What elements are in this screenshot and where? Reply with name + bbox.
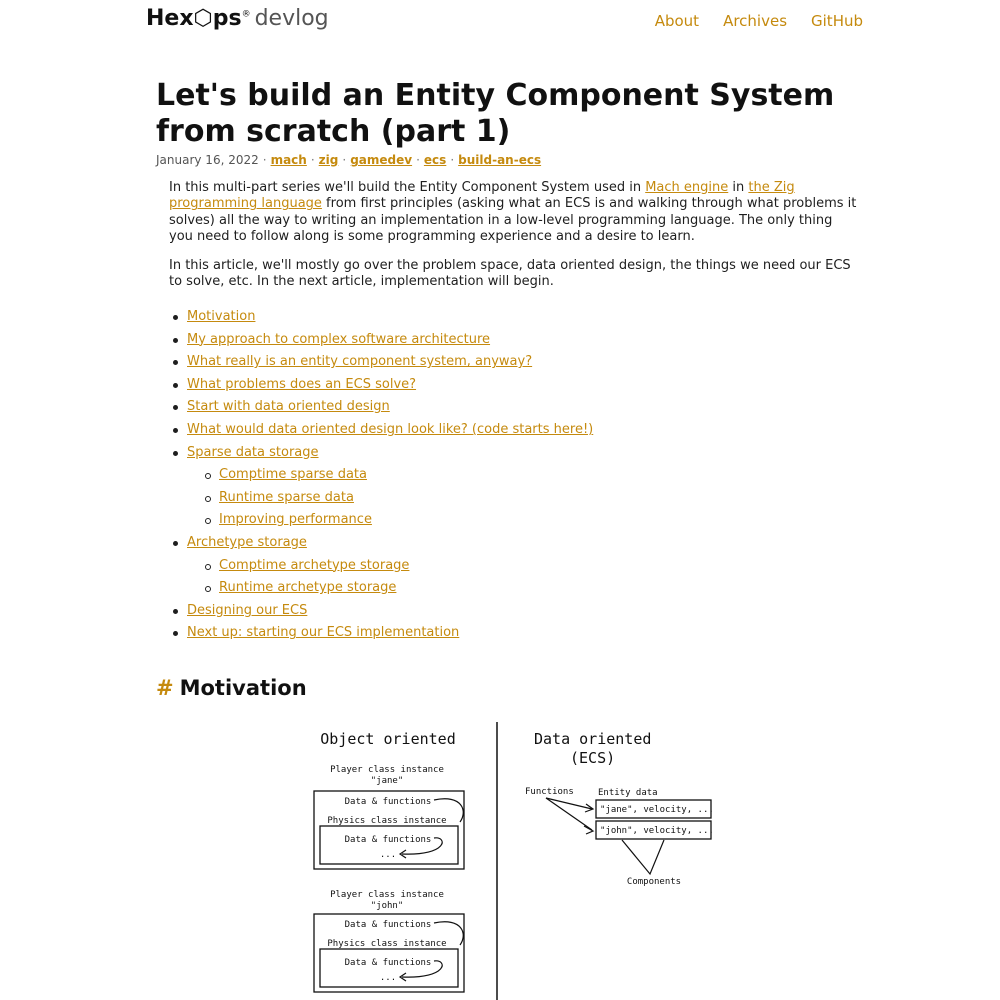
right-title-line2: (ECS) — [570, 749, 616, 767]
toc-item — [169, 353, 769, 376]
player-label-jane: Player class instance — [330, 765, 444, 775]
toc-link[interactable]: Comptime sparse data — [219, 467, 367, 483]
toc-item — [169, 534, 769, 557]
toc-item — [169, 398, 769, 421]
components-label: Components — [626, 877, 682, 887]
toc-link[interactable]: Archetype storage — [187, 534, 307, 550]
top-nav — [655, 12, 863, 30]
toc-subitem — [169, 557, 769, 580]
data-functions-label: Data & functions — [344, 920, 432, 930]
toc-link[interactable]: My approach to complex software architecture — [187, 331, 491, 347]
data-functions-label: Data & functions — [344, 958, 432, 968]
nav-github[interactable]: GitHub — [811, 12, 863, 30]
nav-archives[interactable]: Archives — [723, 12, 788, 30]
intro-text: from first principles (asking what an ECS is and walking through what problems it solves) all the way to writing an implementation in a low-level programming language. The only thing you need to follow along is some programming experience and a desire to learn. — [169, 196, 857, 245]
toc-item — [169, 624, 769, 647]
oop-vs-ecs-diagram — [300, 716, 740, 1000]
section-title: Motivation — [179, 676, 307, 700]
nav-about[interactable]: About — [654, 12, 700, 30]
toc-item — [169, 421, 769, 444]
toc-link[interactable]: Designing our ECS — [187, 602, 308, 618]
toc-item — [169, 602, 769, 625]
toc-link[interactable]: What really is an entity component system, anyway? — [187, 354, 533, 370]
toc-item — [169, 444, 769, 467]
tag-link[interactable]: ecs — [423, 153, 447, 167]
tag-link[interactable]: zig — [318, 153, 339, 167]
data-functions-label: Data & functions — [344, 797, 432, 807]
intro-text: in — [728, 180, 749, 195]
tag-link[interactable]: mach — [270, 153, 307, 167]
entity-data-label: Entity data — [598, 788, 658, 798]
logo-registered: ® — [241, 9, 251, 20]
article-title: Let's build an Entity Component System from scratch (part 1) — [156, 78, 835, 149]
toc-link[interactable]: Motivation — [187, 309, 256, 324]
left-title: Object oriented — [320, 730, 456, 748]
article-meta: January 16, 2022 · mach · zig · gamedev · ecs · build-an-ecs — [156, 153, 542, 167]
john-quote: "john" — [370, 901, 404, 911]
toc-link[interactable]: Improving performance — [219, 512, 372, 528]
intro-paragraph — [169, 180, 859, 246]
intro-text: In this multi-part series we'll build the Entity Component System used in — [169, 180, 646, 195]
toc-subitem — [169, 466, 769, 489]
toc-link[interactable]: Runtime archetype storage — [219, 580, 397, 596]
logo-devlog: devlog — [254, 6, 329, 31]
john-row-text: "john", velocity, ... — [600, 826, 714, 836]
ellipsis-label: ... — [379, 973, 397, 983]
components-brace — [622, 840, 664, 874]
toc-link[interactable]: What would data oriented design look like? (code starts here!) — [187, 421, 594, 437]
article-date: January 16, 2022 — [156, 153, 259, 167]
zig-language-link[interactable]: the Zig programming language — [169, 180, 795, 212]
functions-label: Functions — [525, 787, 574, 797]
toc-link[interactable]: Runtime sparse data — [219, 489, 354, 505]
toc-link[interactable]: Start with data oriented design — [187, 399, 390, 415]
toc-subitem — [169, 489, 769, 512]
logo-main: Hex⬡ps — [146, 6, 242, 31]
jane-quote: "jane" — [370, 776, 404, 786]
tag-link[interactable]: build-an-ecs — [458, 153, 542, 167]
physics-label: Physics class instance — [327, 816, 447, 826]
toc-link[interactable]: Next up: starting our ECS implementation — [187, 625, 460, 641]
physics-label: Physics class instance — [327, 939, 447, 949]
toc-link[interactable]: Comptime archetype storage — [219, 557, 410, 573]
toc-item — [169, 376, 769, 399]
mach-engine-link[interactable]: Mach engine — [645, 180, 729, 195]
toc-subitem — [169, 579, 769, 602]
player-label-john: Player class instance — [330, 890, 444, 900]
site-header — [0, 0, 1000, 40]
function-arrow — [546, 798, 592, 830]
section-anchor-link[interactable]: # — [156, 676, 174, 700]
tag-link[interactable]: gamedev — [350, 153, 413, 167]
toc-item — [169, 331, 769, 354]
article-overview-paragraph: In this article, we'll mostly go over the problem space, data oriented design, the things we need our ECS to solve, etc. In the next article, implementation will begin. — [169, 258, 851, 290]
toc-link[interactable]: Sparse data storage — [187, 444, 319, 460]
ellipsis-label: ... — [379, 850, 397, 860]
toc-link[interactable]: What problems does an ECS solve? — [187, 376, 417, 392]
toc-item — [169, 308, 769, 331]
data-functions-label: Data & functions — [344, 835, 432, 845]
section-heading-motivation — [156, 676, 307, 700]
right-title-line1: Data oriented — [534, 730, 652, 748]
toc-subitem — [169, 511, 769, 534]
table-of-contents — [169, 308, 769, 647]
site-logo[interactable] — [146, 6, 329, 31]
jane-row-text: "jane", velocity, ... — [600, 805, 714, 815]
